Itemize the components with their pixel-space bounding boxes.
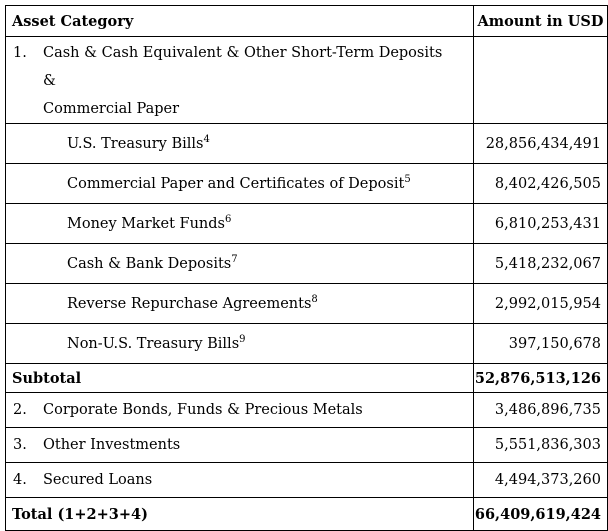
row-amount: 4,494,373,260 [473, 463, 607, 498]
row-number: 2. [13, 402, 27, 418]
table-row [6, 284, 608, 324]
subtotal-row [6, 364, 608, 393]
footnote-ref: 6 [225, 213, 232, 225]
footnote-ref: 7 [231, 253, 238, 265]
table-row [6, 393, 608, 428]
item-label: Non-U.S. Treasury Bills [67, 335, 240, 352]
item-amount: 6,810,253,431 [473, 204, 607, 244]
item-label: Cash & Bank Deposits [67, 255, 232, 272]
table-row [6, 463, 608, 498]
item-amount: 28,856,434,491 [473, 124, 607, 164]
section1-label-line1: Cash & Cash Equivalent & Other Short-Term Deposits & [43, 45, 443, 89]
total-label: Total (1+2+3+4) [6, 498, 474, 531]
section1-label [43, 37, 453, 123]
footnote-ref: 4 [203, 133, 210, 145]
footnote-ref: 9 [239, 333, 246, 345]
row-number: 4. [13, 472, 27, 488]
item-amount: 8,402,426,505 [473, 164, 607, 204]
item-amount: 5,418,232,067 [473, 244, 607, 284]
subtotal-amount: 52,876,513,126 [473, 364, 607, 393]
footnote-ref: 8 [311, 293, 318, 305]
section1-label-line2: Commercial Paper [43, 101, 180, 117]
header-amount: Amount in USD [473, 6, 607, 37]
total-amount: 66,409,619,424 [473, 498, 607, 531]
item-label: Reverse Repurchase Agreements [67, 295, 312, 312]
table-row [6, 324, 608, 364]
item-amount: 397,150,678 [473, 324, 607, 364]
section1-row [6, 37, 608, 124]
table-row [6, 244, 608, 284]
header-asset-category: Asset Category [6, 6, 474, 37]
row-label: Corporate Bonds, Funds & Precious Metals [43, 402, 363, 418]
row-label: Other Investments [43, 437, 181, 453]
footnote-ref: 5 [404, 173, 411, 185]
asset-table [5, 5, 608, 531]
row-amount: 3,486,896,735 [473, 393, 607, 428]
table-row [6, 124, 608, 164]
table-header-row [6, 6, 608, 37]
total-row [6, 498, 608, 531]
table-row [6, 428, 608, 463]
table-row [6, 204, 608, 244]
item-label: U.S. Treasury Bills [67, 135, 204, 152]
subtotal-label: Subtotal [6, 364, 474, 393]
row-number: 3. [13, 437, 27, 453]
section1-number: 1. [13, 45, 27, 61]
item-amount: 2,992,015,954 [473, 284, 607, 324]
row-amount: 5,551,836,303 [473, 428, 607, 463]
row-label: Secured Loans [43, 472, 153, 488]
table-row [6, 164, 608, 204]
item-label: Money Market Funds [67, 215, 225, 232]
item-label: Commercial Paper and Certificates of Deposit [67, 175, 405, 192]
